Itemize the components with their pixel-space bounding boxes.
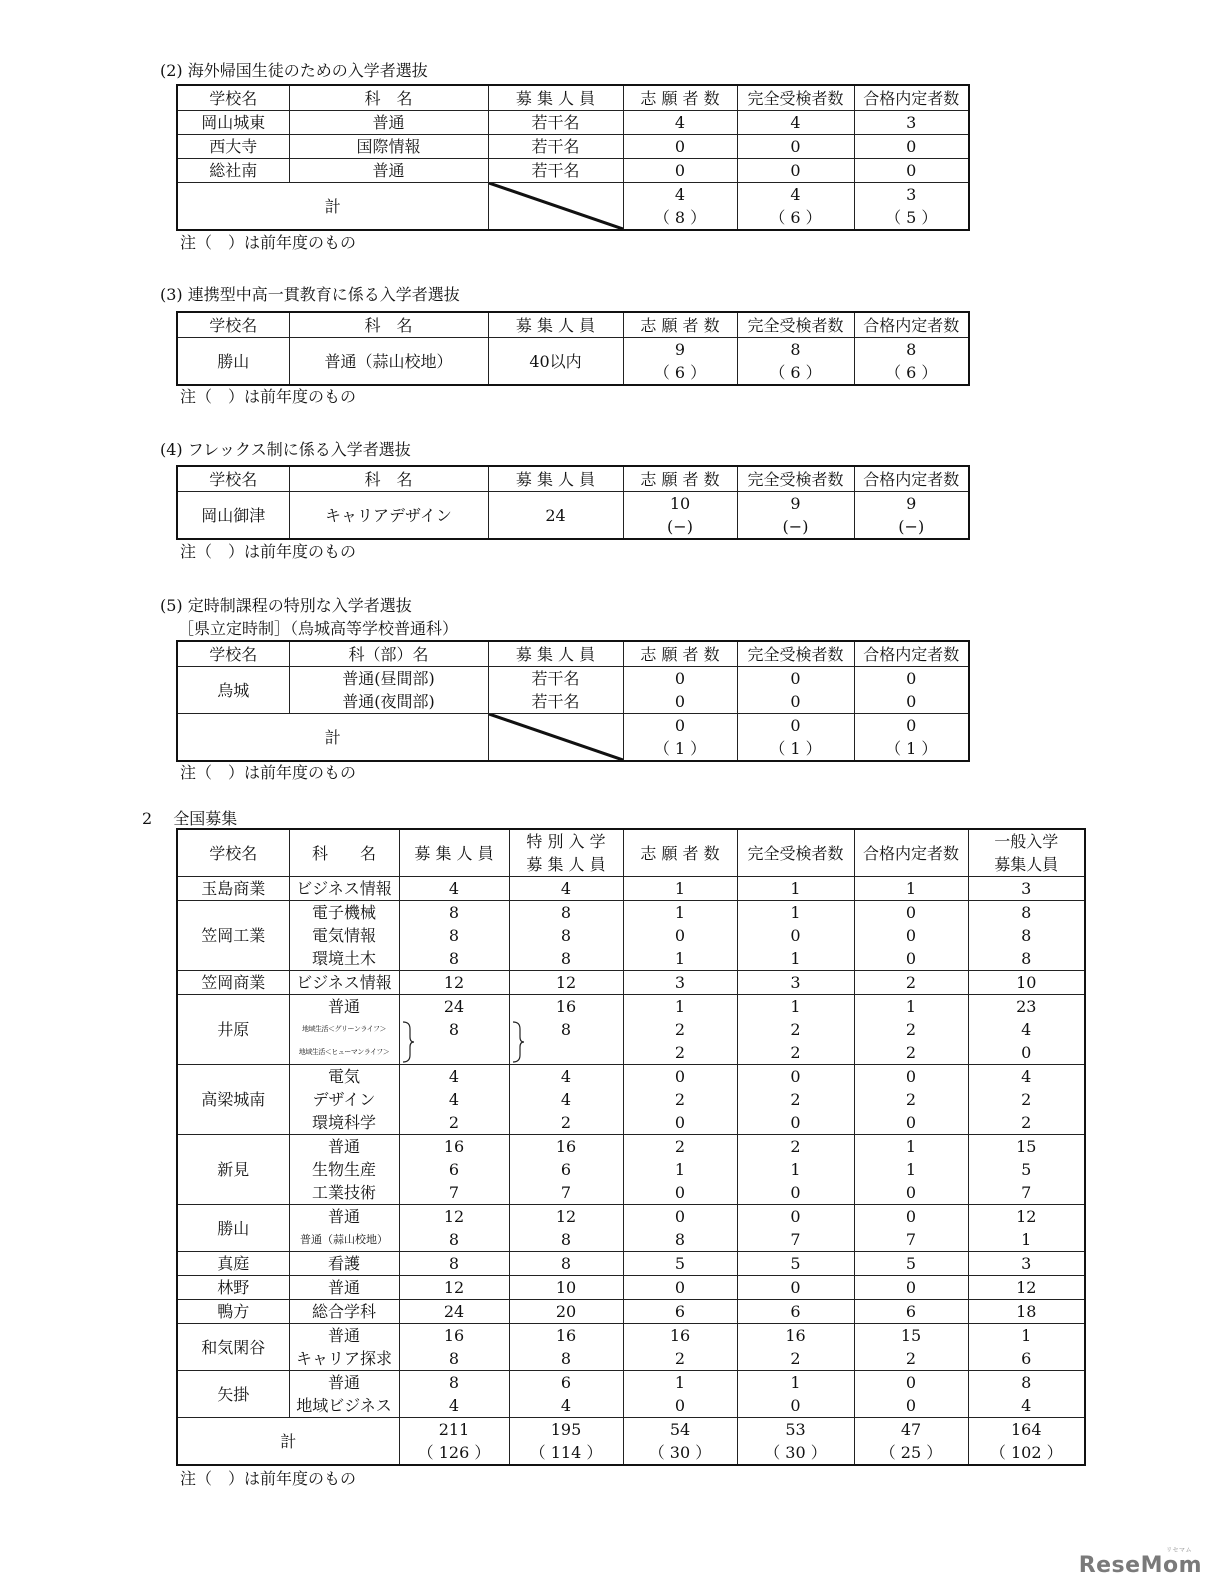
table-row bbox=[177, 159, 969, 183]
accepted-count: 8 （ 6 ） bbox=[854, 338, 969, 386]
accepted-count: 0 0 0 bbox=[854, 901, 968, 971]
recruit-count: 16 6 7 bbox=[399, 1135, 509, 1205]
school-row bbox=[177, 1276, 1085, 1300]
examinees-count: 1 2 2 bbox=[737, 995, 854, 1065]
applicants-count: 0 2 0 bbox=[623, 1065, 737, 1135]
examinees-count: 1 bbox=[737, 877, 854, 901]
recruit-count: 24 bbox=[399, 1300, 509, 1324]
section-5-subtitle: ［県立定時制］（烏城高等学校普通科） bbox=[178, 619, 459, 638]
course-name: 看護 bbox=[289, 1252, 399, 1276]
header-applicants: 志 願 者 数 bbox=[623, 829, 737, 877]
overseas-returnee-table bbox=[176, 84, 970, 231]
examinees-count: 2 1 0 bbox=[737, 1135, 854, 1205]
school-name: 勝山 bbox=[177, 338, 289, 386]
header-examinees: 完全受検者数 bbox=[737, 312, 854, 338]
header-course: 科 名 bbox=[289, 312, 488, 338]
national-recruitment-table bbox=[176, 828, 1086, 1466]
recruit-count: 若干名 bbox=[488, 111, 623, 135]
general-recruit-count: 23 4 0 bbox=[968, 995, 1085, 1065]
school-name: 烏城 bbox=[177, 667, 289, 714]
header-school: 学校名 bbox=[177, 466, 289, 492]
section-5-title: (5) 定時制課程の特別な入学者選抜 bbox=[160, 596, 412, 615]
recruit-count: 8 8 8 bbox=[399, 901, 509, 971]
examinees-count: 0 2 0 bbox=[737, 1065, 854, 1135]
total-examinees: 0 （ 1 ） bbox=[737, 714, 854, 762]
school-row bbox=[177, 971, 1085, 995]
applicants-count: 4 bbox=[623, 111, 737, 135]
applicants-count: 1 bbox=[623, 877, 737, 901]
school-name: 井原 bbox=[177, 995, 289, 1065]
school-name: 岡山城東 bbox=[177, 111, 289, 135]
course-name: 普通（蒜山校地） bbox=[289, 338, 488, 386]
header-row bbox=[177, 829, 1085, 877]
applicants-count: 1 2 2 bbox=[623, 995, 737, 1065]
school-name: 総社南 bbox=[177, 159, 289, 183]
recruit-count: 40以内 bbox=[488, 338, 623, 386]
examinees-count: 9 (−) bbox=[737, 492, 854, 540]
examinees-count: 1 0 1 bbox=[737, 901, 854, 971]
footnote: 注（ ）は前年度のもの bbox=[180, 387, 357, 406]
examinees-count: 1 0 bbox=[737, 1371, 854, 1418]
school-name: 高梁城南 bbox=[177, 1065, 289, 1135]
table-row bbox=[177, 492, 969, 540]
brace-icon bbox=[512, 1021, 526, 1063]
footnote: 注（ ）は前年度のもの bbox=[180, 233, 357, 252]
header-applicants: 志 願 者 数 bbox=[623, 85, 737, 111]
recruit-count: 12 bbox=[399, 971, 509, 995]
examinees-count: 4 bbox=[737, 111, 854, 135]
diagonal-line bbox=[489, 714, 623, 760]
accepted-count: 9 (−) bbox=[854, 492, 969, 540]
table-row bbox=[177, 111, 969, 135]
table-row bbox=[177, 135, 969, 159]
header-accepted: 合格内定者数 bbox=[854, 312, 969, 338]
header-course: 科 名 bbox=[289, 466, 488, 492]
course-name: ビジネス情報 bbox=[289, 971, 399, 995]
course-name: 普通 生物生産 工業技術 bbox=[289, 1135, 399, 1205]
applicants-count: 0 bbox=[623, 159, 737, 183]
applicants-count: 0 8 bbox=[623, 1205, 737, 1252]
total-label: 計 bbox=[177, 1418, 399, 1466]
school-row bbox=[177, 1205, 1085, 1252]
examinees-count: 8 （ 6 ） bbox=[737, 338, 854, 386]
recruit-count: 若干名 bbox=[488, 159, 623, 183]
applicants-count: 6 bbox=[623, 1300, 737, 1324]
school-name: 玉島商業 bbox=[177, 877, 289, 901]
special-recruit-count: 8 8 8 bbox=[509, 901, 623, 971]
header-examinees: 完全受検者数 bbox=[737, 466, 854, 492]
total-examinees: 53 （ 30 ） bbox=[737, 1418, 854, 1466]
recruit-count: 12 bbox=[399, 1276, 509, 1300]
applicants-count: 1 0 bbox=[623, 1371, 737, 1418]
school-row bbox=[177, 1065, 1085, 1135]
recruit-count: 24 8 bbox=[399, 995, 509, 1065]
course-name: 国際情報 bbox=[289, 135, 488, 159]
school-name: 矢掛 bbox=[177, 1371, 289, 1418]
accepted-count: 1 1 0 bbox=[854, 1135, 968, 1205]
course-name: 普通(昼間部) 普通(夜間部) bbox=[289, 667, 488, 714]
table-row bbox=[177, 667, 969, 714]
examinees-count: 0 0 bbox=[737, 667, 854, 714]
header-school: 学校名 bbox=[177, 312, 289, 338]
school-name: 西大寺 bbox=[177, 135, 289, 159]
total-applicants: 54 （ 30 ） bbox=[623, 1418, 737, 1466]
school-row bbox=[177, 877, 1085, 901]
diagonal-blank-cell bbox=[488, 183, 623, 231]
flex-system-table bbox=[176, 465, 970, 540]
header-recruit: 募 集 人 員 bbox=[488, 641, 623, 667]
header-recruit: 募 集 人 員 bbox=[488, 312, 623, 338]
school-name: 岡山御津 bbox=[177, 492, 289, 540]
applicants-count: 9 （ 6 ） bbox=[623, 338, 737, 386]
diagonal-line bbox=[489, 183, 623, 229]
recruit-count: 16 8 bbox=[399, 1324, 509, 1371]
special-recruit-count: 12 8 bbox=[509, 1205, 623, 1252]
accepted-count: 0 2 0 bbox=[854, 1065, 968, 1135]
recruit-count: 4 4 2 bbox=[399, 1065, 509, 1135]
section-3-title: (3) 連携型中高一貫教育に係る入学者選抜 bbox=[160, 285, 460, 304]
header-row bbox=[177, 641, 969, 667]
header-row bbox=[177, 466, 969, 492]
header-row bbox=[177, 312, 969, 338]
school-row bbox=[177, 1252, 1085, 1276]
school-row bbox=[177, 995, 1085, 1065]
footnote: 注（ ）は前年度のもの bbox=[180, 542, 357, 561]
applicants-count: 2 1 0 bbox=[623, 1135, 737, 1205]
footnote: 注（ ）は前年度のもの bbox=[180, 763, 357, 782]
course-name: 電子機械 電気情報 環境土木 bbox=[289, 901, 399, 971]
applicants-count: 0 bbox=[623, 1276, 737, 1300]
special-recruit-count: 20 bbox=[509, 1300, 623, 1324]
examinees-count: 0 bbox=[737, 159, 854, 183]
applicants-count: 1 0 1 bbox=[623, 901, 737, 971]
total-recruit: 211 （ 126 ） bbox=[399, 1418, 509, 1466]
recruit-count: 4 bbox=[399, 877, 509, 901]
total-accepted: 0 （ 1 ） bbox=[854, 714, 969, 762]
course-name: 普通 bbox=[289, 1276, 399, 1300]
special-recruit-count: 12 bbox=[509, 971, 623, 995]
header-accepted: 合格内定者数 bbox=[854, 641, 969, 667]
applicants-count: 16 2 bbox=[623, 1324, 737, 1371]
general-recruit-count: 12 bbox=[968, 1276, 1085, 1300]
header-school: 学校名 bbox=[177, 641, 289, 667]
accepted-count: 3 bbox=[854, 111, 969, 135]
header-school: 学校名 bbox=[177, 85, 289, 111]
school-name: 鴨方 bbox=[177, 1300, 289, 1324]
course-name: 総合学科 bbox=[289, 1300, 399, 1324]
examinees-count: 3 bbox=[737, 971, 854, 995]
total-row bbox=[177, 183, 969, 231]
section-4-title: (4) フレックス制に係る入学者選抜 bbox=[160, 440, 411, 459]
school-name: 和気閑谷 bbox=[177, 1324, 289, 1371]
course-name: 電気 デザイン 環境科学 bbox=[289, 1065, 399, 1135]
general-recruit-count: 18 bbox=[968, 1300, 1085, 1324]
applicants-count: 3 bbox=[623, 971, 737, 995]
logo-kana: リセマム bbox=[1166, 1547, 1192, 1554]
school-name: 勝山 bbox=[177, 1205, 289, 1252]
examinees-count: 16 2 bbox=[737, 1324, 854, 1371]
header-recruit: 募 集 人 員 bbox=[488, 466, 623, 492]
header-accepted: 合格内定者数 bbox=[854, 829, 968, 877]
header-recruit: 募 集 人 員 bbox=[488, 85, 623, 111]
logo-text: ReseMom bbox=[1078, 1553, 1202, 1578]
school-name: 新見 bbox=[177, 1135, 289, 1205]
accepted-count: 6 bbox=[854, 1300, 968, 1324]
course-name: 普通 地域生活＜グリーンライフ＞ 地域生活＜ヒューマンライフ＞ bbox=[289, 995, 399, 1065]
header-course: 科 名 bbox=[289, 829, 399, 877]
general-recruit-count: 10 bbox=[968, 971, 1085, 995]
special-recruit-count: 16 6 7 bbox=[509, 1135, 623, 1205]
examinees-count: 6 bbox=[737, 1300, 854, 1324]
header-examinees: 完全受検者数 bbox=[737, 85, 854, 111]
total-applicants: 4 （ 8 ） bbox=[623, 183, 737, 231]
recruit-count: 若干名 若干名 bbox=[488, 667, 623, 714]
school-row bbox=[177, 901, 1085, 971]
total-label: 計 bbox=[177, 183, 488, 231]
school-row bbox=[177, 1300, 1085, 1324]
header-applicants: 志 願 者 数 bbox=[623, 641, 737, 667]
school-row bbox=[177, 1324, 1085, 1371]
school-name: 笠岡工業 bbox=[177, 901, 289, 971]
total-examinees: 4 （ 6 ） bbox=[737, 183, 854, 231]
brace-icon bbox=[402, 1021, 416, 1063]
header-accepted: 合格内定者数 bbox=[854, 85, 969, 111]
header-special-recruit: 特 別 入 学 募 集 人 員 bbox=[509, 829, 623, 877]
general-recruit-count: 15 5 7 bbox=[968, 1135, 1085, 1205]
applicants-count: 0 bbox=[623, 135, 737, 159]
special-recruit-count: 6 4 bbox=[509, 1371, 623, 1418]
special-recruit-count: 16 8 bbox=[509, 995, 623, 1065]
total-row bbox=[177, 714, 969, 762]
special-recruit-count: 8 bbox=[509, 1252, 623, 1276]
general-recruit-count: 8 4 bbox=[968, 1371, 1085, 1418]
applicants-count: 5 bbox=[623, 1252, 737, 1276]
general-recruit-count: 3 bbox=[968, 877, 1085, 901]
accepted-count: 0 bbox=[854, 135, 969, 159]
recruit-count: 若干名 bbox=[488, 135, 623, 159]
special-recruit-count: 4 bbox=[509, 877, 623, 901]
header-applicants: 志 願 者 数 bbox=[623, 312, 737, 338]
accepted-count: 0 0 bbox=[854, 1371, 968, 1418]
course-name: 普通 キャリア探求 bbox=[289, 1324, 399, 1371]
applicants-count: 0 0 bbox=[623, 667, 737, 714]
header-examinees: 完全受検者数 bbox=[737, 641, 854, 667]
course-name: 普通 普通（蒜山校地） bbox=[289, 1205, 399, 1252]
examinees-count: 5 bbox=[737, 1252, 854, 1276]
total-label: 計 bbox=[177, 714, 488, 762]
resemom-logo bbox=[1078, 1547, 1202, 1578]
header-applicants: 志 願 者 数 bbox=[623, 466, 737, 492]
general-recruit-count: 3 bbox=[968, 1252, 1085, 1276]
school-name: 林野 bbox=[177, 1276, 289, 1300]
school-row bbox=[177, 1371, 1085, 1418]
header-row bbox=[177, 85, 969, 111]
integrated-education-table bbox=[176, 311, 970, 386]
accepted-count: 0 bbox=[854, 1276, 968, 1300]
course-name: キャリアデザイン bbox=[289, 492, 488, 540]
section-2-title: (2) 海外帰国生徒のための入学者選抜 bbox=[160, 61, 428, 80]
header-general-recruit: 一般入学 募集人員 bbox=[968, 829, 1085, 877]
part-time-table bbox=[176, 640, 970, 762]
accepted-count: 0 7 bbox=[854, 1205, 968, 1252]
accepted-count: 1 2 2 bbox=[854, 995, 968, 1065]
accepted-count: 0 bbox=[854, 159, 969, 183]
special-recruit-count: 16 8 bbox=[509, 1324, 623, 1371]
examinees-count: 0 bbox=[737, 135, 854, 159]
total-accepted: 47 （ 25 ） bbox=[854, 1418, 968, 1466]
school-row bbox=[177, 1135, 1085, 1205]
course-name: 普通 地域ビジネス bbox=[289, 1371, 399, 1418]
accepted-count: 0 0 bbox=[854, 667, 969, 714]
special-recruit-count: 4 4 2 bbox=[509, 1065, 623, 1135]
recruit-count: 8 4 bbox=[399, 1371, 509, 1418]
general-recruit-count: 12 1 bbox=[968, 1205, 1085, 1252]
general-recruit-count: 1 6 bbox=[968, 1324, 1085, 1371]
header-course-dept: 科（部）名 bbox=[289, 641, 488, 667]
total-row bbox=[177, 1418, 1085, 1466]
header-recruit: 募 集 人 員 bbox=[399, 829, 509, 877]
header-school: 学校名 bbox=[177, 829, 289, 877]
total-general-recruit: 164 （ 102 ） bbox=[968, 1418, 1085, 1466]
total-applicants: 0 （ 1 ） bbox=[623, 714, 737, 762]
accepted-count: 1 bbox=[854, 877, 968, 901]
recruit-count: 8 bbox=[399, 1252, 509, 1276]
accepted-count: 15 2 bbox=[854, 1324, 968, 1371]
course-name: 普通 bbox=[289, 111, 488, 135]
recruit-count: 24 bbox=[488, 492, 623, 540]
total-special-recruit: 195 （ 114 ） bbox=[509, 1418, 623, 1466]
accepted-count: 5 bbox=[854, 1252, 968, 1276]
school-name: 笠岡商業 bbox=[177, 971, 289, 995]
header-examinees: 完全受検者数 bbox=[737, 829, 854, 877]
recruit-count: 12 8 bbox=[399, 1205, 509, 1252]
header-accepted: 合格内定者数 bbox=[854, 466, 969, 492]
applicants-count: 10 (−) bbox=[623, 492, 737, 540]
diagonal-blank-cell bbox=[488, 714, 623, 762]
header-course: 科 名 bbox=[289, 85, 488, 111]
general-recruit-count: 4 2 2 bbox=[968, 1065, 1085, 1135]
examinees-count: 0 7 bbox=[737, 1205, 854, 1252]
footnote: 注（ ）は前年度のもの bbox=[180, 1469, 357, 1488]
national-title: 2 全国募集 bbox=[142, 809, 238, 828]
course-name: 普通 bbox=[289, 159, 488, 183]
general-recruit-count: 8 8 8 bbox=[968, 901, 1085, 971]
total-accepted: 3 （ 5 ） bbox=[854, 183, 969, 231]
table-row bbox=[177, 338, 969, 386]
accepted-count: 2 bbox=[854, 971, 968, 995]
special-recruit-count: 10 bbox=[509, 1276, 623, 1300]
course-name: ビジネス情報 bbox=[289, 877, 399, 901]
examinees-count: 0 bbox=[737, 1276, 854, 1300]
school-name: 真庭 bbox=[177, 1252, 289, 1276]
